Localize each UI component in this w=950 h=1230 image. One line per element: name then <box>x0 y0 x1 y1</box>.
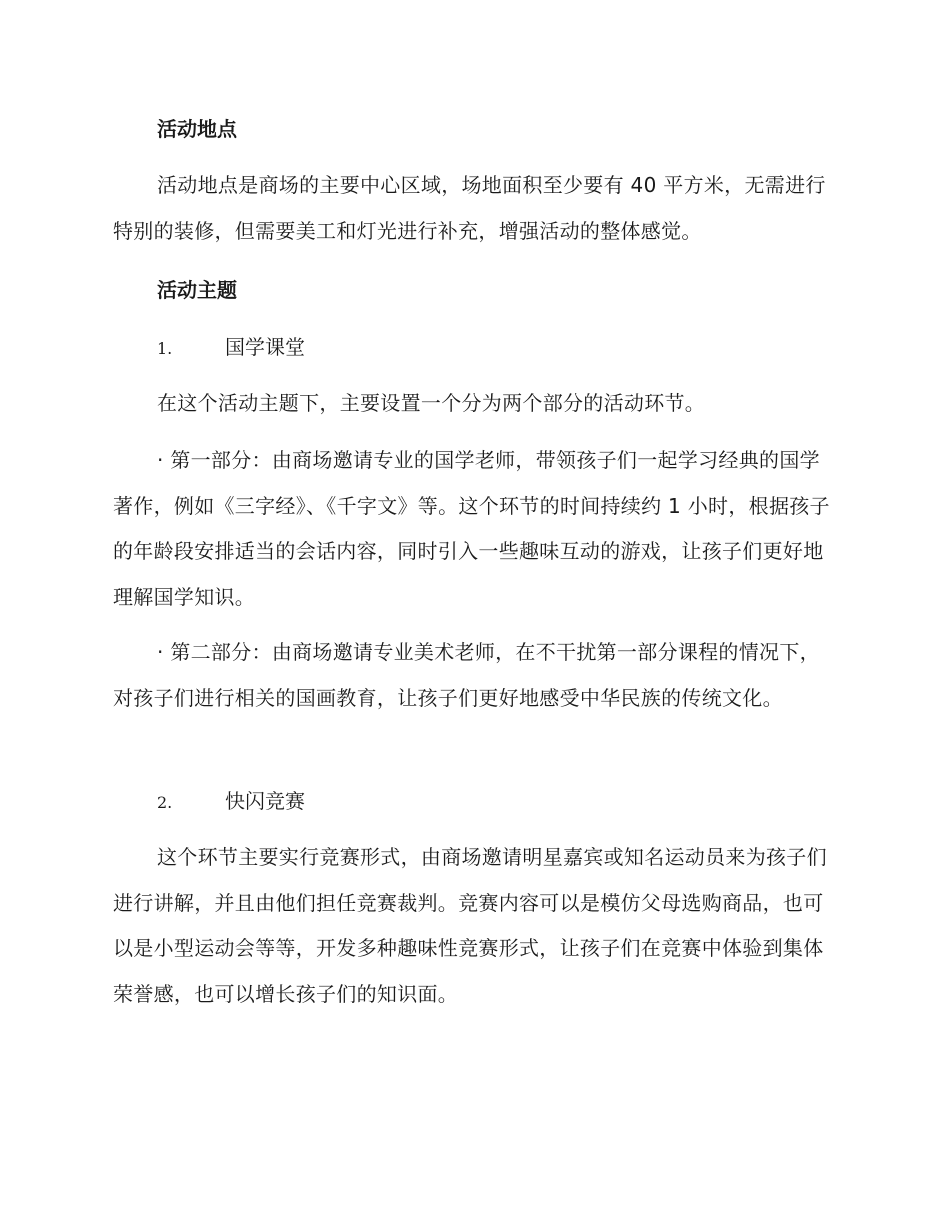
list-number-1: 1. <box>157 339 173 358</box>
list-number-2: 2. <box>157 793 173 812</box>
item-1-part2-paragraph: · 第二部分：由商场邀请专业美术老师，在不干扰第一部分课程的情况下，对孩子们进行相关的国画教育，让孩子们更好地感受中华民族的传统文化。 <box>113 640 820 710</box>
item-1-part1-paragraph: · 第一部分：由商场邀请专业的国学老师，带领孩子们一起学习经典的国学著作，例如《三字经》、《千字文》等。这个环节的时间持续约 1 小时，根据孩子的年龄段安排适当的会话内容，同时引入一些趣味互动的游戏，让孩子们更好地理解国学知识。 <box>113 448 830 609</box>
list-item-1 <box>157 333 305 363</box>
location-paragraph: 活动地点是商场的主要中心区域，场地面积至少要有 40 平方米，无需进行特别的装修，但需要美工和灯光进行补充，增强活动的整体感觉。 <box>113 173 826 243</box>
list-title-1: 国学课堂 <box>225 335 305 359</box>
section-heading-theme: 活动主题 <box>157 278 237 302</box>
section-heading-location: 活动地点 <box>157 117 237 141</box>
item-2-paragraph: 这个环节主要实行竞赛形式，由商场邀请明星嘉宾或知名运动员来为孩子们进行讲解，并且由他们担任竞赛裁判。竞赛内容可以是模仿父母选购商品，也可以是小型运动会等等，开发多种趣味性竞赛形式，让孩子们在竞赛中体验到集体荣誉感，也可以增长孩子们的知识面。 <box>113 845 827 1006</box>
item-1-intro-paragraph: 在这个活动主题下，主要设置一个分为两个部分的活动环节。 <box>157 391 706 415</box>
list-item-2 <box>157 787 305 817</box>
list-title-2: 快闪竞赛 <box>225 789 305 813</box>
